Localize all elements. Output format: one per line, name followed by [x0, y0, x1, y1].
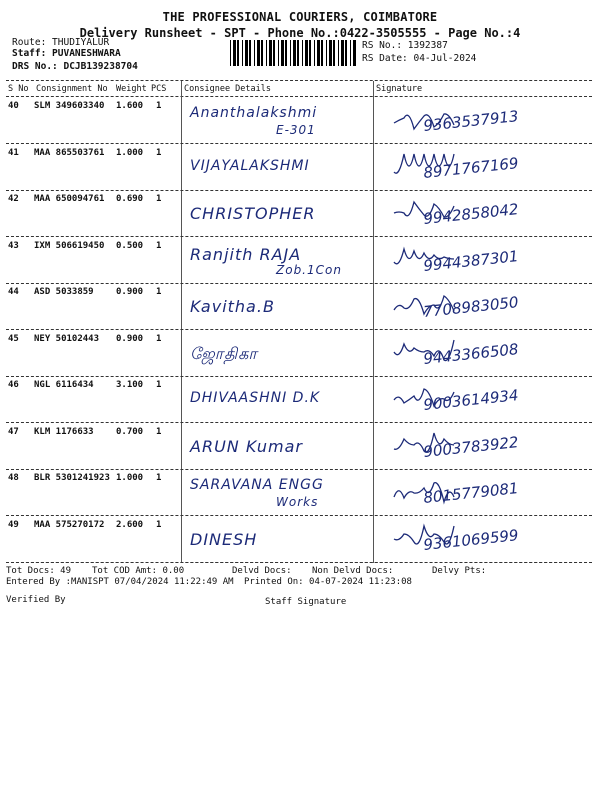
row-consignment-no: MAA 575270172 — [34, 520, 105, 530]
non-delivered-docs: Non Delvd Docs: — [312, 566, 394, 576]
signature-scribble — [384, 376, 594, 420]
col-consignment: Consignment No — [36, 84, 108, 94]
row-consignee-note: Zob.1Con — [276, 263, 342, 277]
row-sno: 49 — [8, 520, 19, 530]
route-label: Route: THUDIYALUR — [12, 37, 110, 48]
signature-scribble — [384, 469, 594, 513]
row-consignee-handwritten: DINESH — [190, 530, 258, 549]
total-docs: Tot Docs: 49 — [6, 566, 72, 576]
signature-phone-number: 9944387301 — [422, 247, 520, 275]
row-consignee-note: Works — [276, 495, 319, 509]
table-row — [6, 469, 592, 516]
row-weight: 2.600 — [116, 520, 144, 530]
row-consignment-no: MAA 650094761 — [34, 194, 105, 204]
signature-scribble — [384, 97, 594, 141]
row-pcs: 1 — [156, 380, 162, 390]
col-sno: S No — [8, 84, 29, 94]
row-pcs: 1 — [156, 427, 162, 437]
printed-on: Printed On: 04-07-2024 11:23:08 — [244, 577, 412, 587]
verified-by: Verified By — [6, 595, 66, 605]
row-sno: 48 — [8, 473, 19, 483]
row-weight: 1.000 — [116, 473, 144, 483]
table-row — [6, 330, 592, 377]
row-pcs: 1 — [156, 194, 162, 204]
staff-signature: Staff Signature — [265, 597, 347, 607]
row-pcs: 1 — [156, 520, 162, 530]
row-pcs: 1 — [156, 148, 162, 158]
row-weight: 3.100 — [116, 380, 144, 390]
table-row — [6, 97, 592, 144]
row-consignee-handwritten: DHIVAASHNI D.K — [190, 390, 321, 406]
col-weight: Weight — [116, 84, 147, 94]
signature-scribble — [384, 516, 594, 560]
barcode-image — [230, 40, 356, 66]
row-consignee-handwritten: ஜோதிகா — [190, 344, 258, 363]
row-consignment-no: KLM 1176633 — [34, 427, 94, 437]
row-weight: 0.500 — [116, 241, 144, 251]
row-weight: 0.900 — [116, 334, 144, 344]
row-sno: 42 — [8, 194, 19, 204]
row-weight: 0.700 — [116, 427, 144, 437]
signature-phone-number: 9003783922 — [422, 433, 520, 461]
table-row — [6, 237, 592, 284]
row-sno: 46 — [8, 380, 19, 390]
row-pcs: 1 — [156, 101, 162, 111]
signature-scribble — [384, 190, 594, 234]
row-consignee-handwritten: CHRISTOPHER — [190, 204, 316, 223]
signature-phone-number: 8971767169 — [422, 154, 520, 182]
signature-scribble — [384, 423, 594, 467]
table-row — [6, 283, 592, 330]
signature-scribble — [384, 330, 594, 374]
table-row — [6, 144, 592, 191]
table-row — [6, 376, 592, 423]
row-consignee-handwritten: ARUN Kumar — [190, 437, 303, 456]
drs-number: DRS No.: DCJB139238704 — [12, 61, 138, 72]
row-consignee-note: E-301 — [276, 123, 316, 137]
row-sno: 45 — [8, 334, 19, 344]
row-consignee-handwritten: VIJAYALAKSHMI — [190, 158, 310, 174]
row-consignment-no: IXM 506619450 — [34, 241, 105, 251]
delivery-points: Delvy Pts: — [432, 566, 487, 576]
rs-date: RS Date: 04-Jul-2024 — [362, 53, 477, 64]
table-top-rule — [6, 80, 592, 81]
signature-phone-number: 8015779081 — [422, 479, 520, 507]
row-sno: 47 — [8, 427, 19, 437]
signature-phone-number: 9363537913 — [422, 107, 520, 135]
signature-scribble — [384, 144, 594, 188]
row-consignment-no: MAA 865503761 — [34, 148, 105, 158]
row-consignee-handwritten: SARAVANA ENGG — [190, 477, 324, 493]
staff-label: Staff: PUVANESHWARA — [12, 48, 121, 59]
signature-phone-number: 9443366508 — [422, 340, 520, 368]
row-consignee-handwritten: Kavitha.B — [190, 297, 275, 316]
table-row — [6, 190, 592, 237]
row-consignee-handwritten: Ananthalakshmi — [190, 105, 318, 121]
row-weight: 1.000 — [116, 148, 144, 158]
signature-phone-number: 9003614934 — [422, 386, 520, 414]
delivered-docs: Delvd Docs: — [232, 566, 292, 576]
row-weight: 0.690 — [116, 194, 144, 204]
col-consignee: Consignee Details — [184, 84, 271, 94]
signature-scribble — [384, 283, 594, 327]
row-pcs: 1 — [156, 241, 162, 251]
total-cod-amount: Tot COD Amt: 0.00 — [92, 566, 185, 576]
signature-phone-number: 9942858042 — [422, 200, 520, 228]
row-sno: 41 — [8, 148, 19, 158]
rs-number: RS No.: 1392387 — [362, 40, 448, 51]
row-consignment-no: NEY 50102443 — [34, 334, 100, 344]
company-title: THE PROFESSIONAL COURIERS, COIMBATORE — [162, 10, 438, 24]
runsheet-subtitle: Delivery Runsheet - SPT - Phone No.:0422-3505555 - Page No.:4 — [79, 26, 521, 40]
row-consignment-no: BLR 5301241923 — [34, 473, 110, 483]
col-signature: Signature — [376, 84, 423, 94]
row-consignee-handwritten: Ranjith RAJA — [190, 245, 302, 264]
row-weight: 1.600 — [116, 101, 144, 111]
row-pcs: 1 — [156, 287, 162, 297]
row-consignment-no: ASD 5033859 — [34, 287, 94, 297]
table-bottom-rule — [6, 562, 592, 563]
entered-by: Entered By :MANISPT 07/04/2024 11:22:49 AM — [6, 577, 234, 587]
row-pcs: 1 — [156, 473, 162, 483]
row-sno: 44 — [8, 287, 19, 297]
signature-scribble — [384, 237, 594, 281]
row-sno: 40 — [8, 101, 19, 111]
signature-phone-number: 9361069599 — [422, 526, 520, 554]
signature-phone-number: 7708983050 — [422, 293, 520, 321]
table-row — [6, 423, 592, 470]
row-weight: 0.900 — [116, 287, 144, 297]
row-sno: 43 — [8, 241, 19, 251]
row-pcs: 1 — [156, 334, 162, 344]
table-row — [6, 516, 592, 563]
row-consignment-no: NGL 6116434 — [34, 380, 94, 390]
row-consignment-no: SLM 349603340 — [34, 101, 105, 111]
col-pcs: PCS — [151, 84, 167, 94]
